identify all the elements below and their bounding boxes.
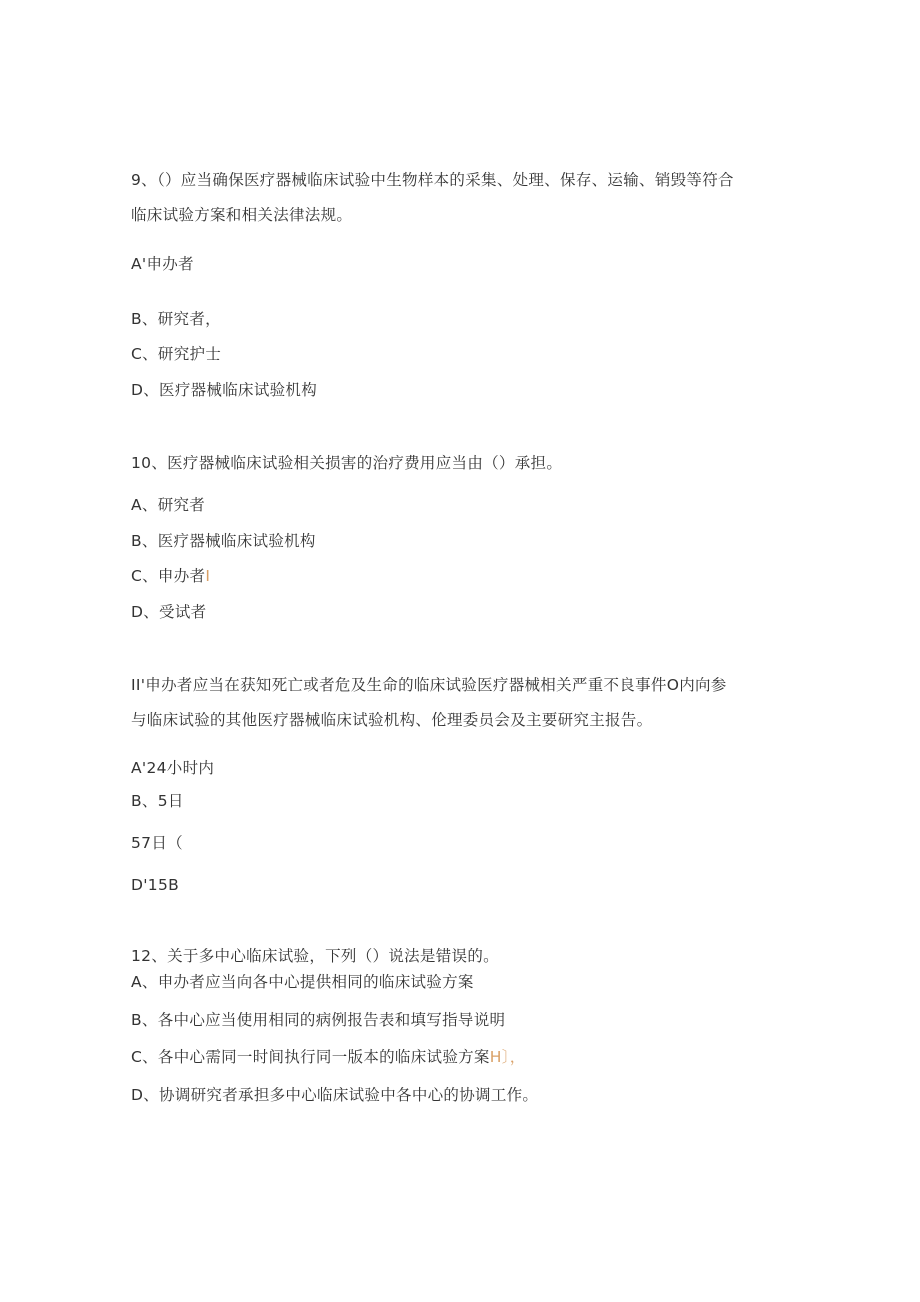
scan-mark: H〕， xyxy=(489,1048,526,1066)
scan-mark: I xyxy=(205,567,211,585)
question-stem-line: 临床试验方案和相关法律法规。 xyxy=(131,206,353,224)
option-b: B、医疗器械临床试验机构 xyxy=(131,532,316,550)
option-c-row xyxy=(131,566,210,586)
option-c: C、各中心需同一时间执行同一版本的临床试验方案 xyxy=(131,1048,490,1066)
question-stem-line: 10、医疗器械临床试验相关损害的治疗费用应当由（）承担。 xyxy=(131,454,563,472)
option-d: D'15B xyxy=(131,876,180,894)
option-d: D、受试者 xyxy=(131,603,207,621)
option-a: A'24小时内 xyxy=(131,759,215,777)
option-d: D、医疗器械临床试验机构 xyxy=(131,381,318,399)
option-b: B、各中心应当使用相同的病例报告表和填写指导说明 xyxy=(131,1011,506,1029)
option-a: A'申办者 xyxy=(131,255,194,273)
option-b: B、研究者， xyxy=(131,310,221,328)
question-stem-line: II'申办者应当在获知死亡或者危及生命的临床试验医疗器械相关严重不良事件O内向参 xyxy=(131,676,727,694)
option-a: A、研究者 xyxy=(131,496,206,514)
question-stem-line: 与临床试验的其他医疗器械临床试验机构、伦理委员会及主要研究主报告。 xyxy=(131,711,653,729)
option-c-row xyxy=(131,1047,526,1067)
option-c: 57日（ xyxy=(131,834,183,852)
option-d: D、协调研究者承担多中心临床试验中各中心的协调工作。 xyxy=(131,1086,539,1104)
question-stem-line: 9、（）应当确保医疗器械临床试验中生物样本的采集、处理、保存、运输、销毁等符合 xyxy=(131,171,734,189)
option-c: C、申办者 xyxy=(131,567,206,585)
question-stem-line: 12、关于多中心临床试验，下列（）说法是错误的。 xyxy=(131,947,499,965)
option-b: B、5日 xyxy=(131,792,184,810)
option-c: C、研究护士 xyxy=(131,345,222,363)
option-a: A、申办者应当向各中心提供相同的临床试验方案 xyxy=(131,973,474,991)
